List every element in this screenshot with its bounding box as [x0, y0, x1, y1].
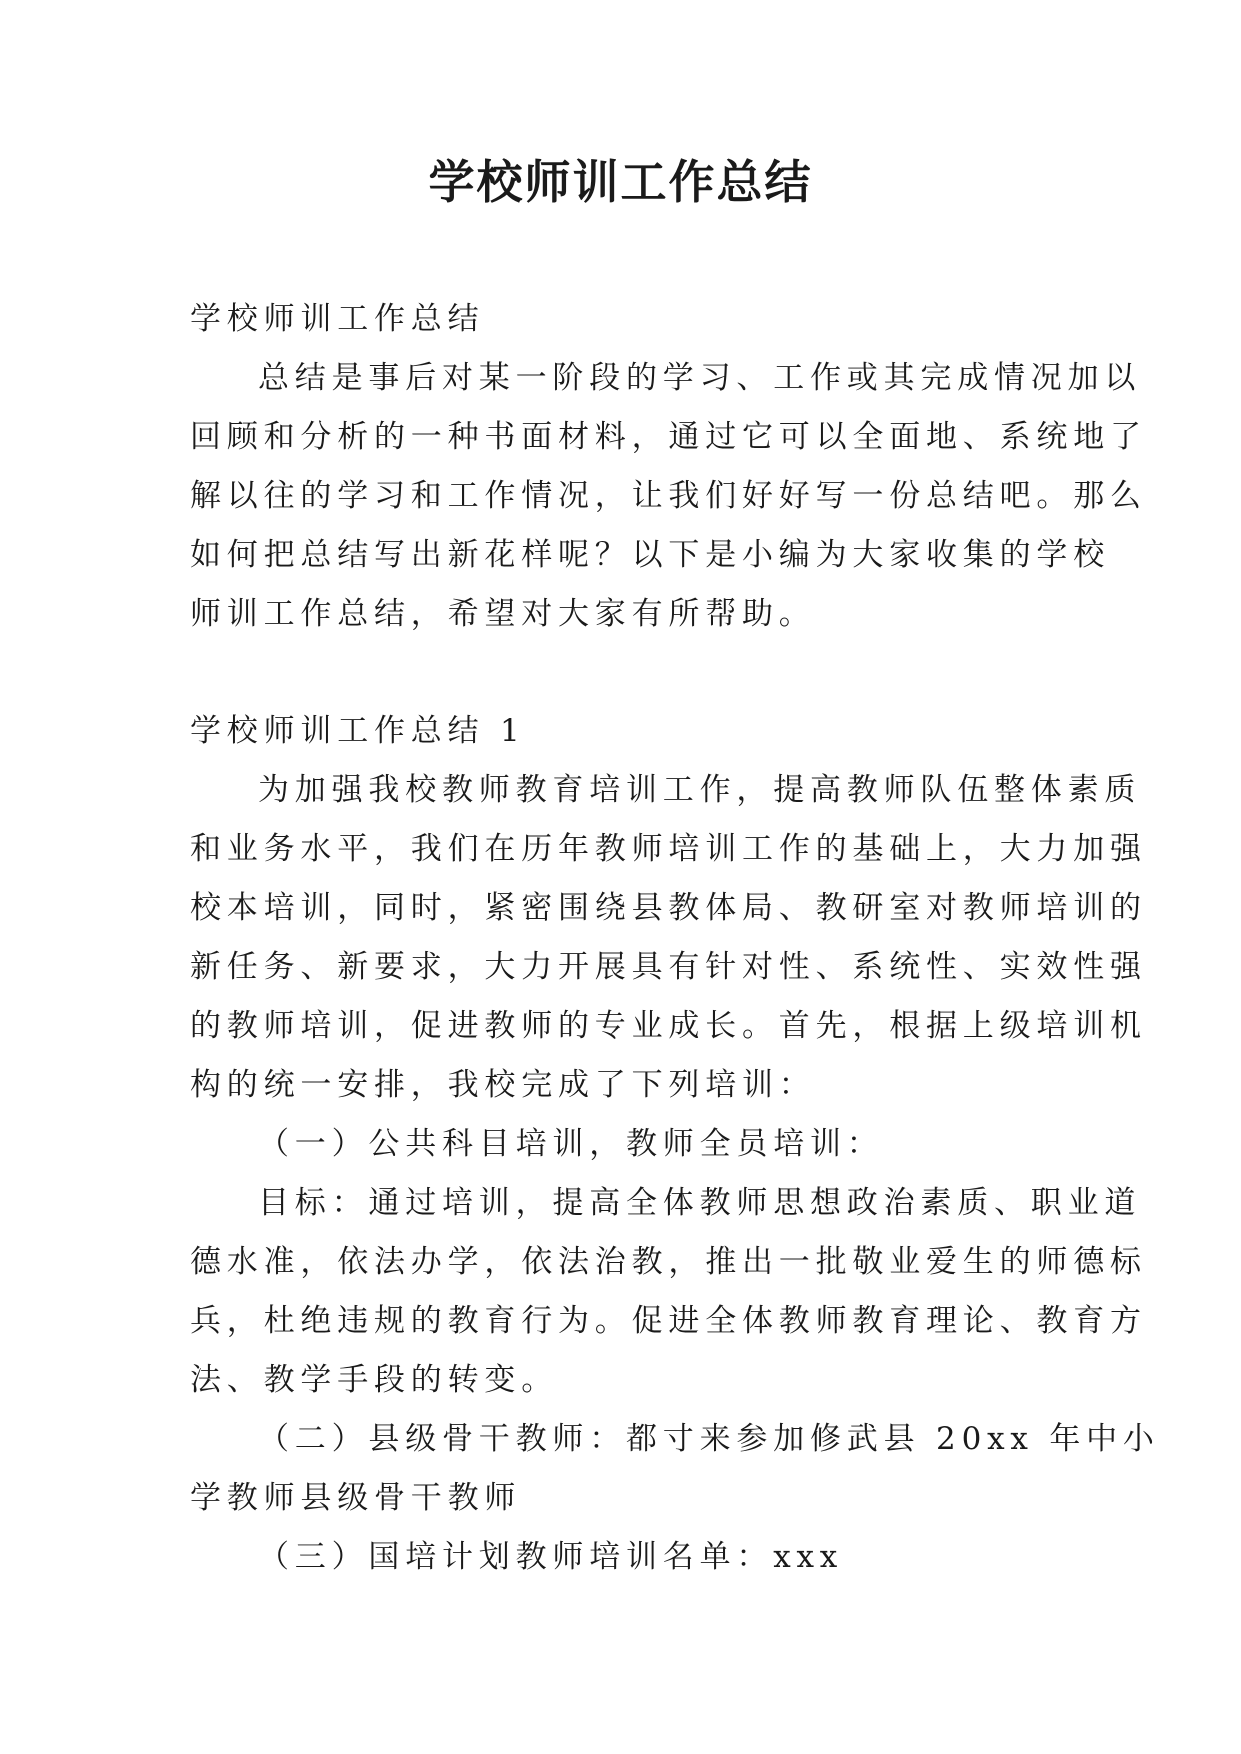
paragraph-line: 学教师县级骨干教师: [190, 1480, 522, 1516]
list-item-1: （一）公共科目培训，教师全员培训：: [258, 1126, 884, 1162]
paragraph-line: 的教师培训，促进教师的专业成长。首先，根据上级培训机: [190, 1008, 1147, 1044]
paragraph-line: 回顾和分析的一种书面材料，通过它可以全面地、系统地了: [190, 419, 1147, 455]
paragraph-line: 师训工作总结，希望对大家有所帮助。: [190, 596, 816, 632]
paragraph-line: 和业务水平，我们在历年教师培训工作的基础上，大力加强: [190, 831, 1147, 867]
list-item-3: （三）国培计划教师培训名单：xxx: [258, 1539, 844, 1575]
paragraph-line: 新任务、新要求，大力开展具有针对性、系统性、实效性强: [190, 949, 1147, 985]
paragraph-line: 为加强我校教师教育培训工作，提高教师队伍整体素质: [258, 772, 1142, 808]
paragraph-line: 解以往的学习和工作情况，让我们好好写一份总结吧。那么: [190, 478, 1147, 514]
paragraph-line: 总结是事后对某一阶段的学习、工作或其完成情况加以: [258, 360, 1142, 396]
paragraph-line: 兵，杜绝违规的教育行为。促进全体教师教育理论、教育方: [190, 1303, 1147, 1339]
paragraph-line: 校本培训，同时，紧密围绕县教体局、教研室对教师培训的: [190, 890, 1147, 926]
paragraph-line: 构的统一安排，我校完成了下列培训：: [190, 1067, 816, 1103]
paragraph-line: 法、教学手段的转变。: [190, 1362, 558, 1398]
document-title: 学校师训工作总结: [428, 155, 813, 209]
section-heading-1: 学校师训工作总结 1: [190, 713, 526, 749]
list-item-2: （二）县级骨干教师：都寸来参加修武县 20xx 年中小: [258, 1421, 1160, 1457]
paragraph-line: 德水准，依法办学，依法治教，推出一批敬业爱生的师德标: [190, 1244, 1147, 1280]
paragraph-line: 如何把总结写出新花样呢？以下是小编为大家收集的学校: [190, 537, 1110, 573]
section-heading-intro: 学校师训工作总结: [190, 301, 485, 337]
document-body: [190, 290, 1160, 1587]
paragraph-line: 目标：通过培训，提高全体教师思想政治素质、职业道: [258, 1185, 1142, 1221]
